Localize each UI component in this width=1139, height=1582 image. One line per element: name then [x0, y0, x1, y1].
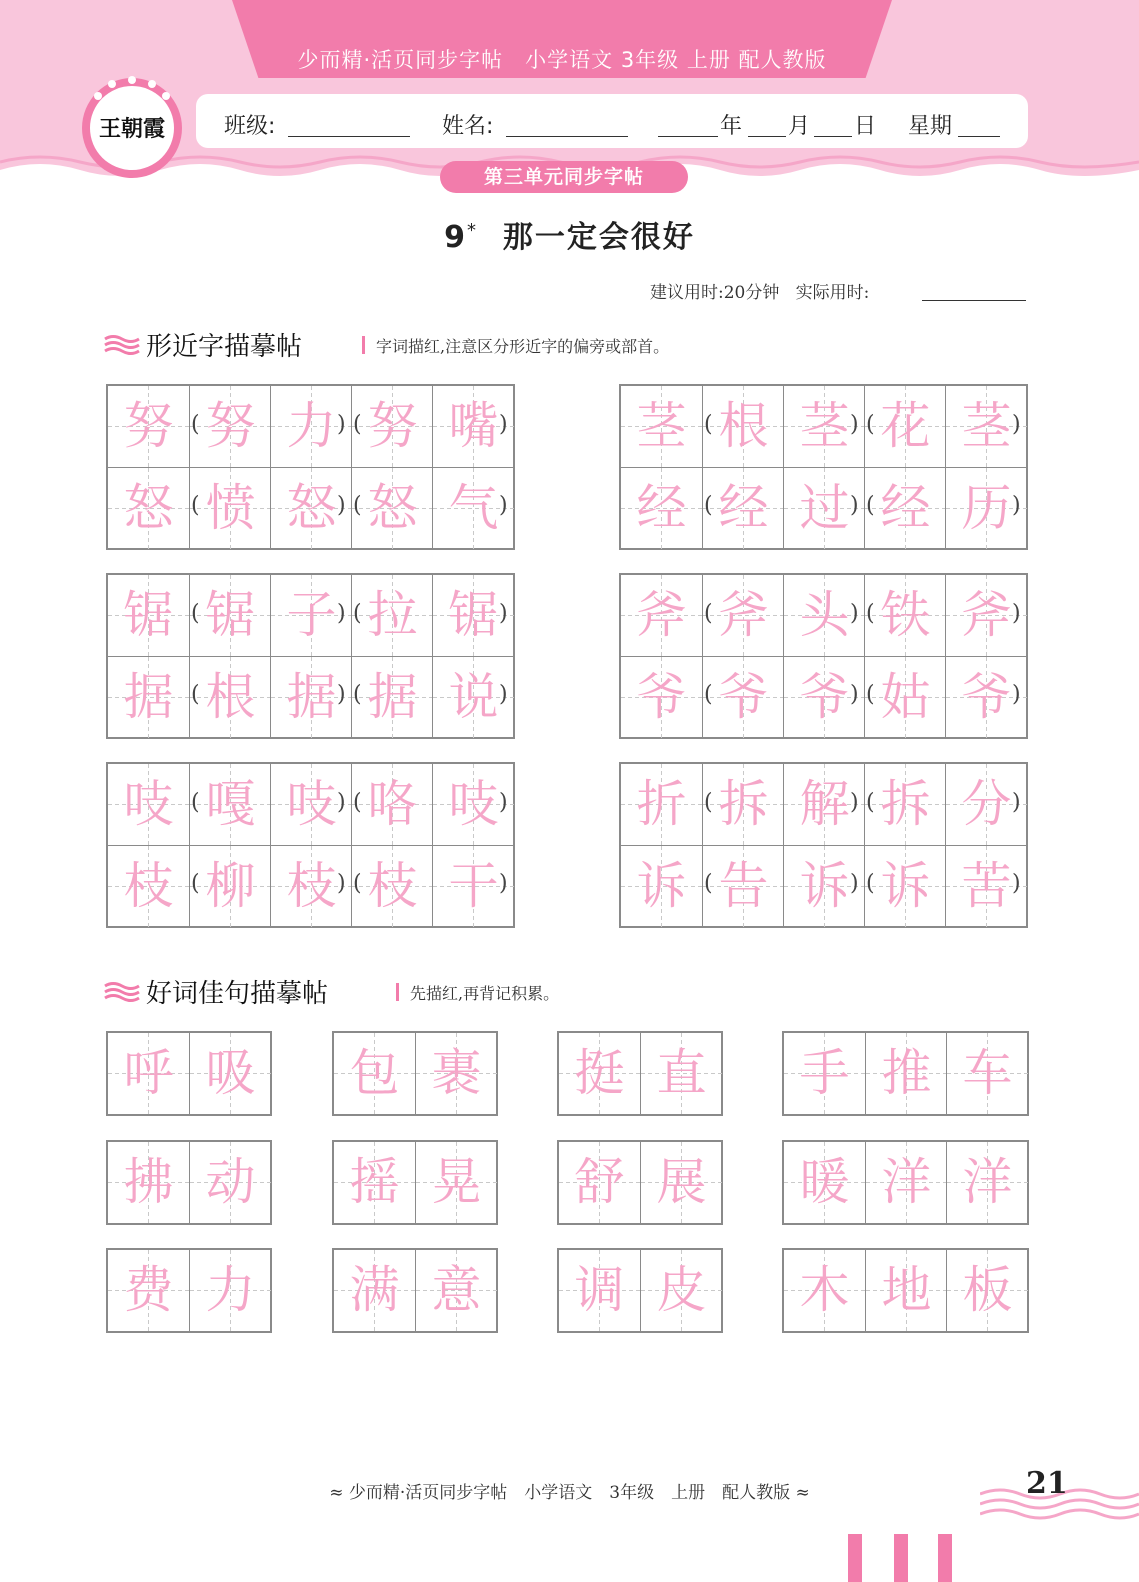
close-paren: )	[850, 682, 859, 707]
trace-char: 裹	[431, 1044, 482, 1102]
good-word-grid	[557, 1140, 723, 1225]
trace-char: 斧	[636, 586, 687, 644]
open-paren: (	[866, 412, 875, 437]
trace-char: 努	[205, 397, 256, 455]
close-paren: )	[499, 790, 508, 815]
year-field[interactable]	[658, 136, 718, 137]
trace-cell	[108, 1142, 189, 1223]
section-good-words-header	[104, 975, 804, 1009]
page-number: 21	[1026, 1466, 1068, 1501]
trace-char: 车	[962, 1044, 1013, 1102]
trace-char: 经	[880, 479, 931, 537]
similar-chars-grid	[106, 384, 515, 550]
trace-char: 斧	[718, 586, 769, 644]
trace-char: 苦	[961, 857, 1012, 915]
trace-char: 地	[881, 1261, 932, 1319]
trace-cell	[864, 764, 945, 845]
trace-char: 手	[799, 1044, 850, 1102]
trace-cell	[702, 575, 783, 656]
trace-char: 姑	[880, 668, 931, 726]
class-label: 班级:	[224, 114, 276, 139]
trace-cell	[864, 575, 945, 656]
month-label: 月	[788, 114, 811, 139]
trace-char: 据	[286, 668, 337, 726]
section2-divider	[396, 983, 399, 1001]
open-paren: (	[191, 601, 200, 626]
trace-char: 锯	[448, 586, 499, 644]
lesson-title	[0, 212, 1139, 256]
day-label: 日	[854, 114, 877, 139]
open-paren: (	[353, 682, 362, 707]
trace-char: 斧	[961, 586, 1012, 644]
trace-cell	[784, 1033, 865, 1114]
trace-cell	[621, 764, 702, 845]
trace-cell	[189, 764, 270, 845]
trace-cell	[108, 1250, 189, 1331]
trace-char: 皮	[656, 1261, 707, 1319]
close-paren: )	[1012, 790, 1021, 815]
trace-cell	[702, 764, 783, 845]
footer: ≈ 少而精·活页同步字帖 小学语文 3年级 上册 配人教版 ≈	[329, 1483, 810, 1503]
trace-char: 气	[448, 479, 499, 537]
trace-char: 历	[961, 479, 1012, 537]
close-paren: )	[499, 601, 508, 626]
open-paren: (	[353, 871, 362, 896]
trace-cell	[351, 467, 432, 548]
trace-char: 据	[367, 668, 418, 726]
trace-char: 呼	[123, 1044, 174, 1102]
trace-char: 嘴	[448, 397, 499, 455]
trace-char: 诉	[880, 857, 931, 915]
trace-cell	[189, 845, 270, 926]
close-paren: )	[850, 871, 859, 896]
trace-char: 分	[961, 775, 1012, 833]
section1-divider	[362, 336, 365, 354]
class-field[interactable]	[288, 136, 410, 137]
open-paren: (	[704, 601, 713, 626]
trace-char: 根	[205, 668, 256, 726]
trace-cell	[108, 656, 189, 737]
trace-char: 吱	[448, 775, 499, 833]
good-word-grid	[782, 1140, 1029, 1225]
open-paren: (	[866, 871, 875, 896]
trace-char: 晃	[431, 1153, 482, 1211]
trace-char: 茎	[961, 397, 1012, 455]
good-word-grid	[557, 1248, 723, 1333]
trace-char: 挺	[574, 1044, 625, 1102]
trace-char: 满	[349, 1261, 400, 1319]
trace-char: 子	[286, 586, 337, 644]
similar-chars-grid	[106, 762, 515, 928]
trace-cell	[415, 1250, 496, 1331]
close-paren: )	[337, 412, 346, 437]
trace-char: 怒	[123, 479, 174, 537]
trace-char: 诉	[799, 857, 850, 915]
trace-cell	[189, 467, 270, 548]
close-paren: )	[337, 601, 346, 626]
actual-time-label: 实际用时:	[795, 283, 870, 303]
open-paren: (	[704, 871, 713, 896]
trace-char: 吸	[205, 1044, 256, 1102]
close-paren: )	[1012, 601, 1021, 626]
trace-char: 爷	[961, 668, 1012, 726]
trace-cell	[559, 1033, 640, 1114]
trace-char: 根	[718, 397, 769, 455]
trace-cell	[946, 1142, 1027, 1223]
unit-tab: 第三单元同步字帖	[440, 161, 688, 193]
trace-cell	[640, 1250, 721, 1331]
trace-char: 舒	[574, 1153, 625, 1211]
trace-char: 嘎	[205, 775, 256, 833]
trace-char: 爷	[799, 668, 850, 726]
trace-char: 咯	[367, 775, 418, 833]
trace-char: 木	[799, 1261, 850, 1319]
trace-cell	[351, 845, 432, 926]
name-label: 姓名:	[442, 114, 494, 139]
close-paren: )	[337, 493, 346, 518]
trace-cell	[702, 656, 783, 737]
open-paren: (	[704, 493, 713, 518]
close-paren: )	[499, 493, 508, 518]
month-field[interactable]	[748, 136, 786, 137]
trace-cell	[784, 1250, 865, 1331]
trace-char: 爷	[718, 668, 769, 726]
trace-char: 柳	[205, 857, 256, 915]
trace-char: 头	[799, 586, 850, 644]
trace-char: 干	[448, 857, 499, 915]
trace-char: 怒	[367, 479, 418, 537]
open-paren: (	[866, 790, 875, 815]
trace-cell	[189, 386, 270, 467]
section2-title: 好词佳句描摹帖	[146, 979, 329, 1009]
trace-char: 经	[718, 479, 769, 537]
trace-char: 洋	[881, 1153, 932, 1211]
footer-text: 少而精·活页同步字帖 小学语文 3年级 上册 配人教版	[348, 1483, 791, 1503]
trace-cell	[108, 386, 189, 467]
open-paren: (	[704, 682, 713, 707]
trace-char: 拉	[367, 586, 418, 644]
trace-char: 板	[962, 1261, 1013, 1319]
close-paren: )	[499, 412, 508, 437]
trace-char: 怒	[286, 479, 337, 537]
bottom-bars-decoration	[846, 1534, 956, 1582]
trace-cell	[865, 1142, 946, 1223]
trace-cell	[702, 467, 783, 548]
good-word-grid	[332, 1140, 498, 1225]
weekday-label: 星期	[908, 114, 953, 139]
trace-char: 锯	[123, 586, 174, 644]
good-word-grid	[557, 1031, 723, 1116]
trace-cell	[334, 1033, 415, 1114]
trace-char: 解	[799, 775, 850, 833]
trace-char: 意	[431, 1261, 482, 1319]
trace-char: 展	[656, 1153, 707, 1211]
trace-char: 茎	[799, 397, 850, 455]
good-word-grid	[782, 1031, 1029, 1116]
close-paren: )	[1012, 412, 1021, 437]
good-word-grid	[106, 1031, 272, 1116]
close-paren: )	[850, 790, 859, 815]
trace-cell	[864, 656, 945, 737]
lesson-number: 9	[444, 220, 467, 255]
trace-char: 拂	[123, 1153, 174, 1211]
trace-cell	[864, 386, 945, 467]
trace-cell	[351, 386, 432, 467]
close-paren: )	[1012, 493, 1021, 518]
open-paren: (	[704, 790, 713, 815]
open-paren: (	[704, 412, 713, 437]
trace-char: 拆	[880, 775, 931, 833]
section-similar-chars-header	[104, 328, 804, 362]
trace-char: 拆	[718, 775, 769, 833]
similar-chars-grid	[106, 573, 515, 739]
trace-cell	[559, 1142, 640, 1223]
close-paren: )	[499, 871, 508, 896]
trace-char: 直	[656, 1044, 707, 1102]
trace-cell	[946, 1250, 1027, 1331]
open-paren: (	[191, 871, 200, 896]
series-title: 少而精·活页同步字帖 小学语文 3年级 上册 配人教版	[297, 48, 827, 72]
close-paren: )	[850, 493, 859, 518]
trace-cell	[189, 1142, 270, 1223]
open-paren: (	[353, 790, 362, 815]
trace-char: 摇	[349, 1153, 400, 1211]
section2-desc: 先描红,再背记积累。	[410, 984, 560, 1003]
trace-char: 力	[205, 1261, 256, 1319]
trace-cell	[621, 656, 702, 737]
good-word-grid	[782, 1248, 1029, 1333]
trace-char: 枝	[286, 857, 337, 915]
trace-cell	[189, 1250, 270, 1331]
trace-cell	[946, 1033, 1027, 1114]
trace-cell	[334, 1250, 415, 1331]
trace-cell	[702, 386, 783, 467]
trace-cell	[351, 764, 432, 845]
day-field[interactable]	[814, 136, 852, 137]
trace-cell	[559, 1250, 640, 1331]
close-paren: )	[337, 682, 346, 707]
trace-char: 愤	[205, 479, 256, 537]
trace-char: 枝	[367, 857, 418, 915]
trace-cell	[621, 386, 702, 467]
trace-cell	[621, 467, 702, 548]
good-word-grid	[332, 1031, 498, 1116]
open-paren: (	[866, 601, 875, 626]
trace-cell	[864, 845, 945, 926]
trace-char: 枝	[123, 857, 174, 915]
trace-char: 吱	[123, 775, 174, 833]
section1-desc: 字词描红,注意区分形近字的偏旁或部首。	[376, 337, 670, 356]
trace-char: 锯	[205, 586, 256, 644]
trace-cell	[108, 845, 189, 926]
trace-cell	[351, 575, 432, 656]
trace-cell	[108, 575, 189, 656]
trace-char: 据	[123, 668, 174, 726]
trace-cell	[189, 575, 270, 656]
similar-chars-grid	[619, 384, 1028, 550]
open-paren: (	[866, 682, 875, 707]
trace-char: 茎	[636, 397, 687, 455]
trace-char: 努	[123, 397, 174, 455]
good-word-grid	[332, 1248, 498, 1333]
close-paren: )	[337, 790, 346, 815]
wave-icon	[104, 981, 140, 1003]
trace-char: 铁	[880, 586, 931, 644]
close-paren: )	[499, 682, 508, 707]
open-paren: (	[191, 790, 200, 815]
trace-cell	[865, 1250, 946, 1331]
close-paren: )	[337, 871, 346, 896]
time-info	[650, 278, 869, 303]
trace-cell	[784, 1142, 865, 1223]
section1-title: 形近字描摹帖	[146, 332, 303, 362]
trace-char: 包	[349, 1044, 400, 1102]
trace-char: 告	[718, 857, 769, 915]
good-word-grid	[106, 1248, 272, 1333]
trace-char: 调	[574, 1261, 625, 1319]
open-paren: (	[191, 682, 200, 707]
brand-logo	[78, 74, 186, 182]
open-paren: (	[191, 493, 200, 518]
name-field[interactable]	[506, 136, 628, 137]
trace-cell	[351, 656, 432, 737]
trace-char: 吱	[286, 775, 337, 833]
trace-cell	[415, 1142, 496, 1223]
suggested-time: 建议用时:20分钟	[650, 283, 780, 303]
close-paren: )	[1012, 871, 1021, 896]
trace-char: 暖	[799, 1153, 850, 1211]
trace-cell	[702, 845, 783, 926]
trace-char: 力	[286, 397, 337, 455]
trace-cell	[189, 656, 270, 737]
close-paren: )	[850, 412, 859, 437]
trace-cell	[621, 845, 702, 926]
student-info-box	[196, 94, 1028, 148]
trace-char: 推	[881, 1044, 932, 1102]
open-paren: (	[353, 601, 362, 626]
trace-char: 经	[636, 479, 687, 537]
weekday-field[interactable]	[958, 136, 1000, 137]
trace-char: 折	[636, 775, 687, 833]
similar-chars-grid	[619, 762, 1028, 928]
year-label: 年	[720, 114, 743, 139]
trace-cell	[334, 1142, 415, 1223]
open-paren: (	[353, 412, 362, 437]
trace-char: 费	[123, 1261, 174, 1319]
trace-cell	[108, 764, 189, 845]
wave-icon	[104, 334, 140, 356]
trace-char: 诉	[636, 857, 687, 915]
trace-char: 洋	[962, 1153, 1013, 1211]
open-paren: (	[191, 412, 200, 437]
good-word-grid	[106, 1140, 272, 1225]
trace-char: 过	[799, 479, 850, 537]
trace-cell	[864, 467, 945, 548]
trace-char: 动	[205, 1153, 256, 1211]
trace-cell	[865, 1033, 946, 1114]
lesson-name: 那一定会很好	[502, 220, 695, 255]
trace-char: 花	[880, 397, 931, 455]
close-paren: )	[850, 601, 859, 626]
trace-char: 努	[367, 397, 418, 455]
trace-cell	[640, 1033, 721, 1114]
logo-text: 王朝霞	[98, 116, 166, 142]
trace-cell	[108, 467, 189, 548]
trace-cell	[108, 1033, 189, 1114]
open-paren: (	[866, 493, 875, 518]
trace-cell	[415, 1033, 496, 1114]
trace-cell	[189, 1033, 270, 1114]
trace-char: 说	[448, 668, 499, 726]
open-paren: (	[353, 493, 362, 518]
lesson-star: *	[466, 220, 478, 241]
close-paren: )	[1012, 682, 1021, 707]
trace-cell	[621, 575, 702, 656]
trace-cell	[640, 1142, 721, 1223]
actual-time-field[interactable]	[922, 300, 1026, 301]
similar-chars-grid	[619, 573, 1028, 739]
trace-char: 爷	[636, 668, 687, 726]
